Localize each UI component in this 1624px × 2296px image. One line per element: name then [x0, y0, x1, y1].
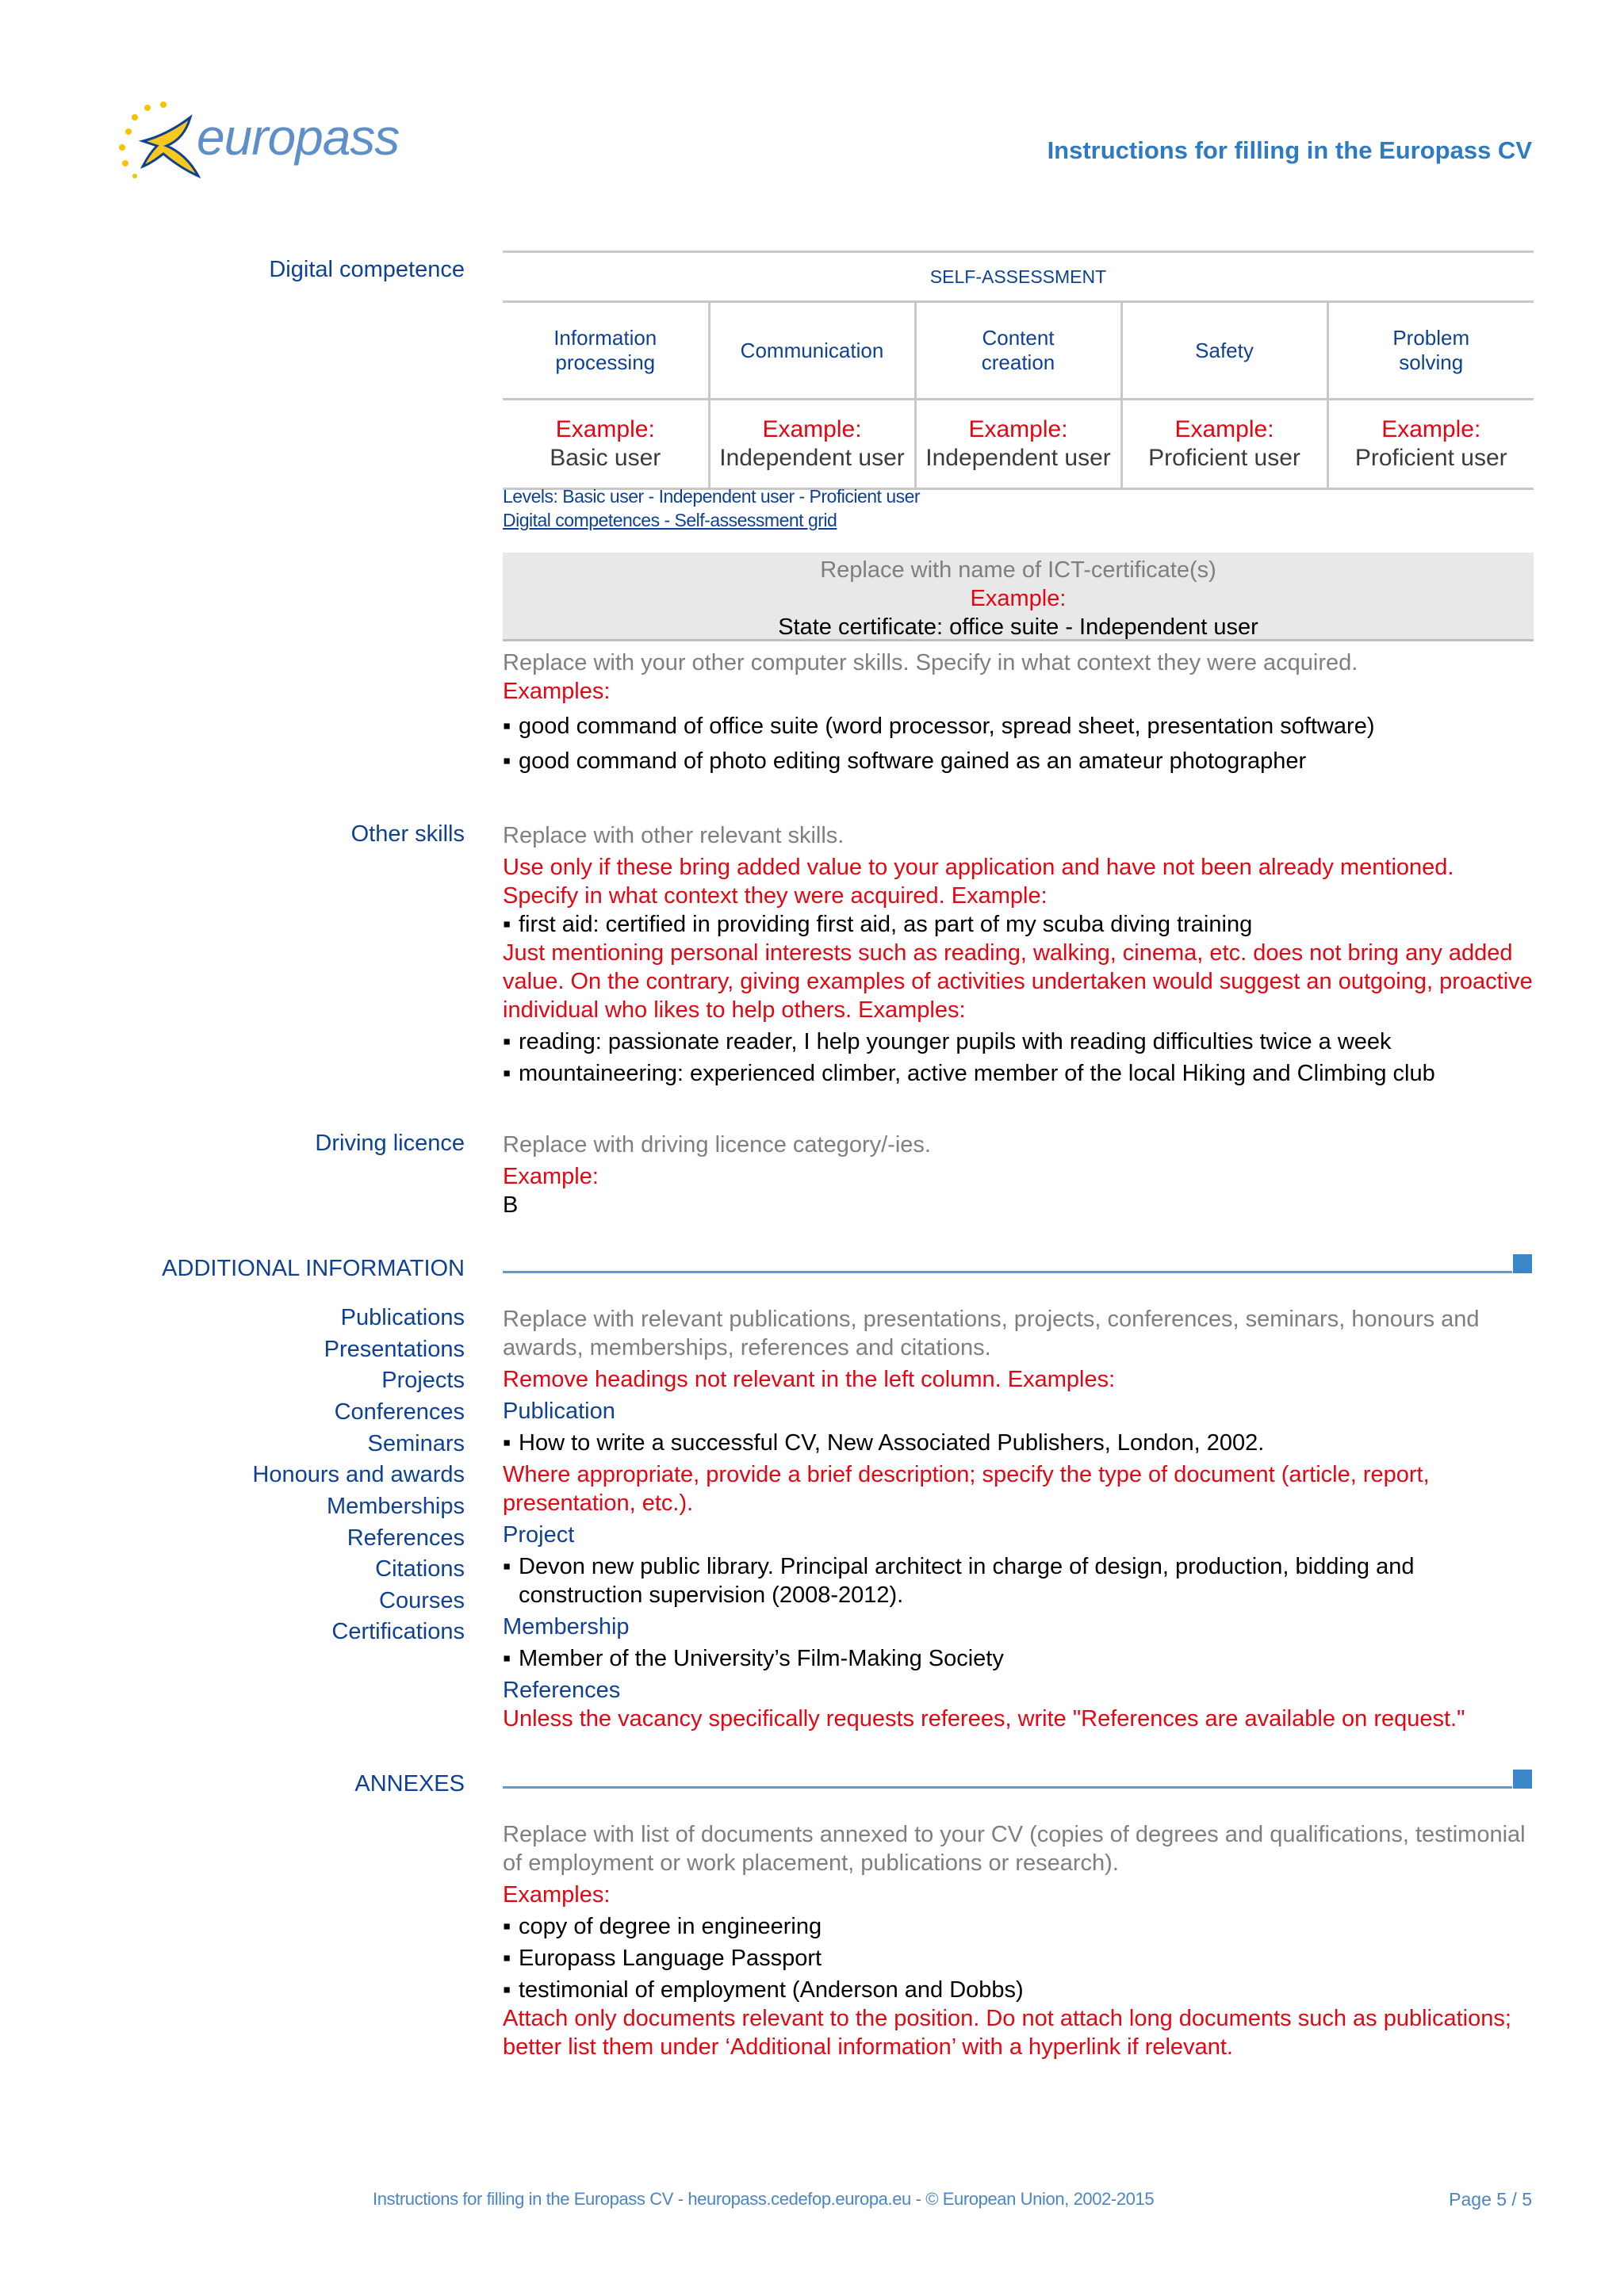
other-skills-label: Other skills [350, 821, 465, 847]
placeholder-text: Replace with driving licence category/-ies. [503, 1132, 931, 1158]
label-honours-awards: Honours and awards [252, 1462, 465, 1487]
grid-header: SELF-ASSESSMENT [503, 252, 1534, 302]
list-item: ▪ How to write a successful CV, New Associated Publishers, London, 2002. [503, 1430, 1265, 1456]
list-item: ▪ good command of photo editing software gained as an amateur photographer [503, 748, 1307, 774]
section-marker [1513, 1254, 1532, 1273]
grid-cell: Example: Independent user [915, 400, 1121, 489]
annexes-content [503, 1820, 1534, 2061]
subheading-references: References [503, 1678, 621, 1703]
placeholder-text: Replace with your other computer skills. Specify in what context they were acquired. [503, 650, 1358, 675]
list-item: ▪ copy of degree in engineering [503, 1914, 822, 1939]
examples-label: Examples: [503, 1882, 611, 1908]
list-item: ▪ Europass Language Passport [503, 1946, 822, 1971]
list-item: ▪ first aid: certified in providing first aid, as part of my scuba diving training [503, 912, 1253, 937]
other-skills-content [503, 821, 1534, 1088]
label-citations: Citations [375, 1556, 465, 1582]
example-value: B [503, 1192, 519, 1218]
label-presentations: Presentations [324, 1337, 465, 1362]
other-computer-skills [503, 649, 1534, 775]
grid-cell: Example: Proficient user [1327, 400, 1534, 489]
instruction-text: Just mentioning personal interests such as reading, walking, cinema, etc. does not bring any added value. On the contrary, giving examples of activities undertaken would suggest an outgoing, proactive individual who likes to help others. Examples: [503, 940, 1533, 1023]
driving-licence-content [503, 1131, 1534, 1219]
list-item: ▪ Devon new public library. Principal architect in charge of design, production, bidding and construction supervision (2008-2012). [503, 1554, 1415, 1608]
additional-information-content [503, 1305, 1534, 1733]
list-item: ▪ testimonial of employment (Anderson and Dobbs) [503, 1977, 1024, 2003]
self-assessment-grid-link[interactable]: Digital competences - Self-assessment grid [503, 510, 837, 530]
placeholder-text: Replace with other relevant skills. [503, 823, 845, 848]
label-memberships: Memberships [326, 1494, 465, 1519]
list-item: ▪ reading: passionate reader, I help younger pupils with reading difficulties twice a week [503, 1029, 1392, 1054]
label-references: References [347, 1525, 465, 1551]
label-courses: Courses [379, 1588, 465, 1613]
digital-competence-label: Digital competence [269, 257, 465, 282]
grid-cell: Example: Independent user [709, 400, 915, 489]
grid-cell: Example: Proficient user [1121, 400, 1327, 489]
grid-column-header: Safety [1121, 302, 1327, 400]
footer-text: Instructions for filling in the Europass CV - heuropass.cedefop.europa.eu - © European Union, 2002-2015 [373, 2189, 1155, 2209]
grid-column-header: Content creation [915, 302, 1121, 400]
europass-logo [111, 94, 400, 189]
label-conferences: Conferences [334, 1399, 465, 1425]
logo-wordmark: europass [197, 109, 400, 166]
section-divider [503, 1786, 1512, 1789]
subheading-project: Project [503, 1522, 575, 1548]
cert-placeholder: Replace with name of ICT-certificate(s) [820, 557, 1216, 583]
grid-column-header: Information processing [503, 302, 709, 400]
grid-cell: Example: Basic user [503, 400, 709, 489]
section-marker [1513, 1770, 1532, 1789]
page-title: Instructions for filling in the Europass CV [1047, 136, 1532, 164]
subheading-membership: Membership [503, 1614, 630, 1640]
digital-self-assessment-grid [503, 251, 1534, 490]
list-item: ▪ good command of office suite (word processor, spread sheet, presentation software) [503, 714, 1375, 739]
levels-note: Levels: Basic user - Independent user - Proficient user [503, 486, 921, 507]
instruction-text: Attach only documents relevant to the position. Do not attach long documents such as publications; better list them under ‘Additional information’ with a hyperlink if relevant. [503, 2006, 1511, 2060]
cert-example: State certificate: office suite - Independent user [778, 614, 1258, 640]
placeholder-text: Replace with list of documents annexed to your CV (copies of degrees and qualifications, testimonial of employment or work placement, publications or research). [503, 1822, 1526, 1876]
examples-label: Example: [503, 1164, 599, 1189]
label-seminars: Seminars [367, 1431, 465, 1456]
grid-column-header: Problem solving [1327, 302, 1534, 400]
label-publications: Publications [340, 1305, 465, 1330]
instruction-text: Where appropriate, provide a brief description; specify the type of document (article, report, presentation, etc.). [503, 1462, 1430, 1516]
list-item: ▪ Member of the University’s Film-Making Society [503, 1646, 1004, 1671]
section-divider [503, 1271, 1512, 1273]
page-number: Page 5 / 5 [1449, 2189, 1532, 2210]
additional-information-heading: ADDITIONAL INFORMATION [162, 1256, 465, 1281]
subheading-publication: Publication [503, 1399, 615, 1424]
cert-example-label: Example: [970, 586, 1067, 611]
ict-certificate-box [503, 553, 1534, 641]
driving-licence-label: Driving licence [315, 1131, 465, 1156]
instruction-text: Use only if these bring added value to your application and have not been already mentioned. Specify in what context they were acquired. Example: [503, 855, 1454, 909]
instruction-text: Unless the vacancy specifically requests referees, write "References are available on request." [503, 1706, 1465, 1732]
instruction-text: Remove headings not relevant in the left column. Examples: [503, 1367, 1116, 1392]
examples-label: Examples: [503, 679, 611, 704]
annexes-heading: ANNEXES [354, 1771, 465, 1797]
placeholder-text: Replace with relevant publications, presentations, projects, conferences, seminars, honours and awards, memberships, references and citations. [503, 1307, 1480, 1360]
label-certifications: Certifications [331, 1619, 465, 1644]
grid-column-header: Communication [709, 302, 915, 400]
list-item: ▪ mountaineering: experienced climber, active member of the local Hiking and Climbing club [503, 1061, 1435, 1086]
label-projects: Projects [381, 1368, 465, 1393]
